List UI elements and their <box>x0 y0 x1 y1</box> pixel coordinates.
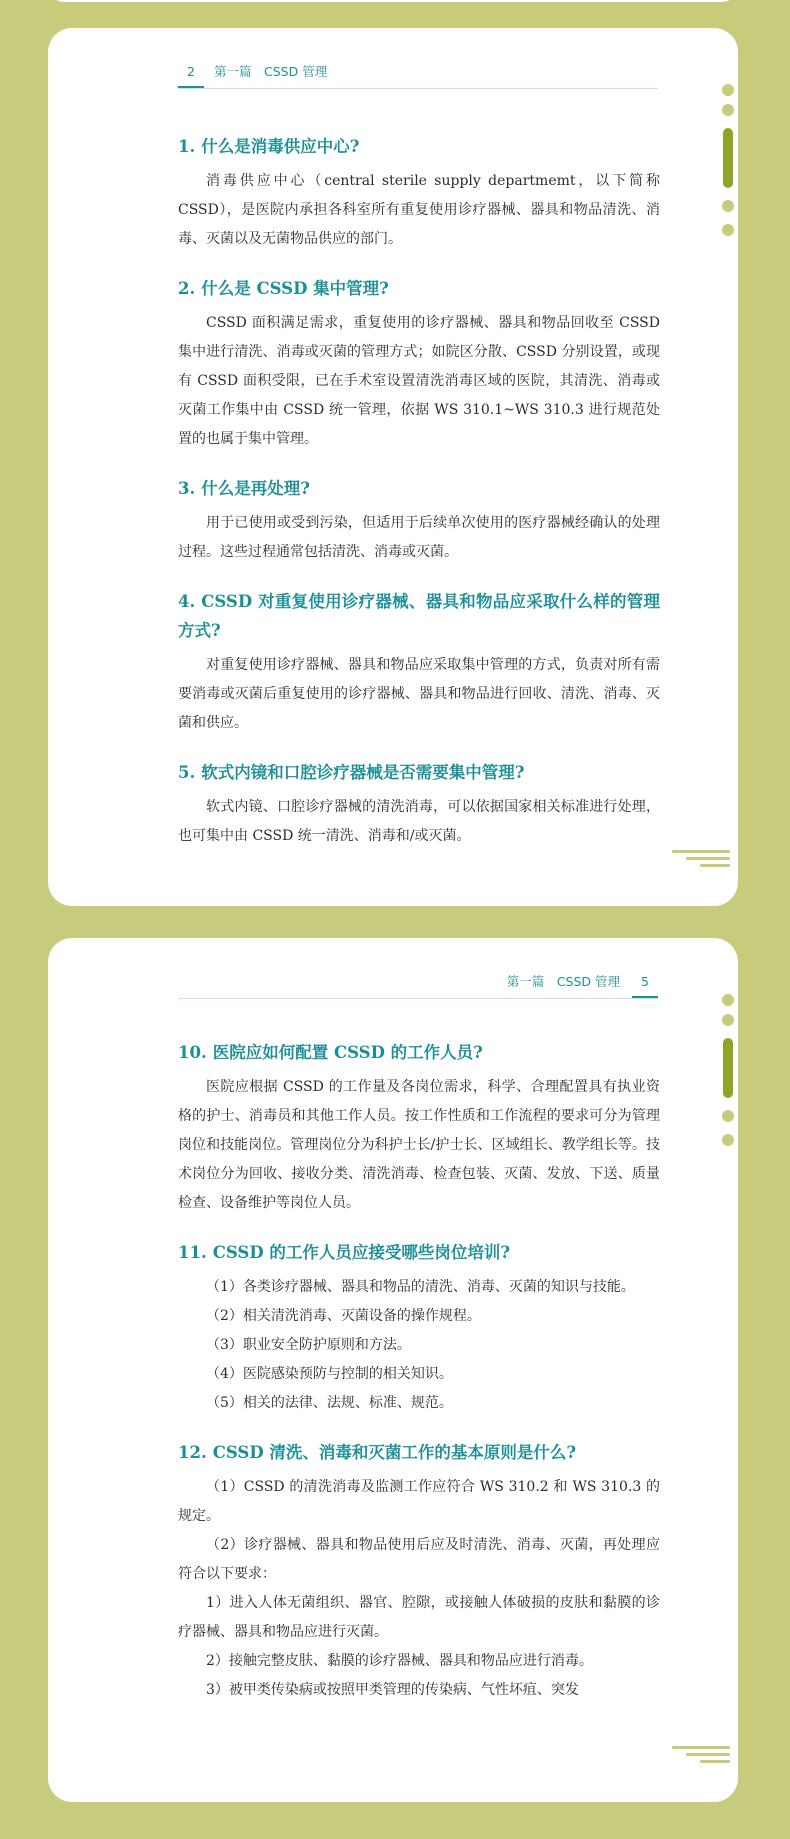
decor-dot <box>722 224 734 236</box>
answer-paragraph: （2）诊疗器械、器具和物品使用后应及时清洗、消毒、灭菌，再处理应符合以下要求： <box>178 1537 660 1582</box>
qa-section <box>178 274 660 454</box>
chapter-title: 第一篇 CSSD 管理 <box>214 64 328 79</box>
question-heading <box>178 132 660 161</box>
running-header <box>178 64 658 89</box>
answer-paragraph: 1）进入人体无菌组织、器官、腔隙，或接触人体破损的皮肤和黏膜的诊疗器械、器具和物品应进行灭菌。 <box>178 1595 660 1640</box>
question-heading <box>178 1438 660 1467</box>
question-number: 4. <box>178 592 196 611</box>
page-number: 5 <box>632 974 658 998</box>
question-text: 什么是消毒供应中心? <box>201 137 360 156</box>
answer-paragraph: （5）相关的法律、法规、标准、规范。 <box>206 1395 453 1411</box>
decor-dot <box>722 1014 734 1026</box>
decor-bar <box>723 1038 733 1098</box>
question-text: CSSD 对重复使用诊疗器械、器具和物品应采取什么样的管理方式? <box>178 592 660 640</box>
decor-dot <box>722 1134 734 1146</box>
question-number: 1. <box>178 137 196 156</box>
answer-paragraph: 消毒供应中心（central sterile supply departmemt，以下简称 CSSD），是医院内承担各科室所有重复使用诊疗器械、器具和物品清洗、消毒、灭菌以及无菌物品供应的部门。 <box>178 173 660 247</box>
question-number: 12. <box>178 1443 207 1462</box>
decor-dot <box>722 1110 734 1122</box>
answer-paragraph: 用于已使用或受到污染，但适用于后续单次使用的医疗器械经确认的处理过程。这些过程通常包括清洗、消毒或灭菌。 <box>178 515 660 560</box>
qa-section <box>178 1038 660 1218</box>
question-heading <box>178 1238 660 1267</box>
answer-paragraph: 医院应根据 CSSD 的工作量及各岗位需求，科学、合理配置具有执业资格的护士、消毒员和其他工作人员。按工作性质和工作流程的要求可分为管理岗位和技能岗位。管理岗位分为科护士长/护士长、区域组长、教学组长等。技术岗位分为回收、接收分类、清洗消毒、检查包装、灭菌、发放、下送、质量检查、设备维护等岗位人员。 <box>178 1079 660 1211</box>
question-heading <box>178 758 660 787</box>
question-heading <box>178 1038 660 1067</box>
qa-section <box>178 587 660 738</box>
running-header <box>178 974 658 999</box>
answer-paragraph: 软式内镜、口腔诊疗器械的清洗消毒，可以依据国家相关标准进行处理，也可集中由 CSSD 统一清洗、消毒和/或灭菌。 <box>178 799 660 844</box>
page-number: 2 <box>178 64 204 88</box>
question-number: 11. <box>178 1243 207 1262</box>
question-text: CSSD 清洗、消毒和灭菌工作的基本原则是什么? <box>212 1443 577 1462</box>
qa-section <box>178 132 660 254</box>
qa-section <box>178 1238 660 1418</box>
answer-paragraph: CSSD 面积满足需求，重复使用的诊疗器械、器具和物品回收至 CSSD 集中进行清洗、消毒或灭菌的管理方式；如院区分散、CSSD 分别设置，或现有 CSSD 面积受限，已在手术室设置清洗消毒区域的医院，其清洗、消毒或灭菌工作集中由 CSSD 统一管理，依据 WS 310.1~WS 310.3 进行规范处置的也属于集中管理。 <box>178 315 660 447</box>
answer-paragraph: （1）CSSD 的清洗消毒及监测工作应符合 WS 310.2 和 WS 310.3 的规定。 <box>178 1479 660 1524</box>
question-text: 医院应如何配置 CSSD 的工作人员? <box>212 1043 483 1062</box>
corner-lines-decoration <box>670 850 730 872</box>
decor-dot <box>722 994 734 1006</box>
decor-dot <box>722 104 734 116</box>
answer-paragraph: （3）职业安全防护原则和方法。 <box>206 1337 411 1353</box>
page-body <box>178 1038 660 1725</box>
answer-paragraph: （4）医院感染预防与控制的相关知识。 <box>206 1366 453 1382</box>
page-body <box>178 132 660 871</box>
question-text: 什么是再处理? <box>201 479 310 498</box>
decor-dot <box>722 84 734 96</box>
question-number: 2. <box>178 279 196 298</box>
book-page-2 <box>48 28 738 906</box>
qa-section <box>178 1438 660 1705</box>
answer-paragraph: （2）相关清洗消毒、灭菌设备的操作规程。 <box>206 1308 481 1324</box>
previous-page-edge <box>48 0 738 2</box>
decor-bar <box>723 128 733 188</box>
book-page-5 <box>48 938 738 1802</box>
question-number: 3. <box>178 479 196 498</box>
qa-section <box>178 758 660 851</box>
answer-paragraph: 2）接触完整皮肤、黏膜的诊疗器械、器具和物品应进行消毒。 <box>206 1653 593 1669</box>
answer-paragraph: （1）各类诊疗器械、器具和物品的清洗、消毒、灭菌的知识与技能。 <box>206 1279 635 1295</box>
question-heading <box>178 474 660 503</box>
question-number: 10. <box>178 1043 207 1062</box>
question-heading <box>178 587 660 645</box>
answer-paragraph: 对重复使用诊疗器械、器具和物品应采取集中管理的方式，负责对所有需要消毒或灭菌后重复使用的诊疗器械、器具和物品进行回收、清洗、消毒、灭菌和供应。 <box>178 657 660 731</box>
answer-paragraph: 3）被甲类传染病或按照甲类管理的传染病、气性坏疽、突发 <box>206 1682 579 1698</box>
question-number: 5. <box>178 763 196 782</box>
question-text: CSSD 的工作人员应接受哪些岗位培训? <box>212 1243 511 1262</box>
qa-section <box>178 474 660 567</box>
question-text: 软式内镜和口腔诊疗器械是否需要集中管理? <box>201 763 525 782</box>
decor-dot <box>722 200 734 212</box>
corner-lines-decoration <box>670 1746 730 1768</box>
chapter-title: 第一篇 CSSD 管理 <box>506 974 620 989</box>
question-heading <box>178 274 660 303</box>
question-text: 什么是 CSSD 集中管理? <box>201 279 389 298</box>
